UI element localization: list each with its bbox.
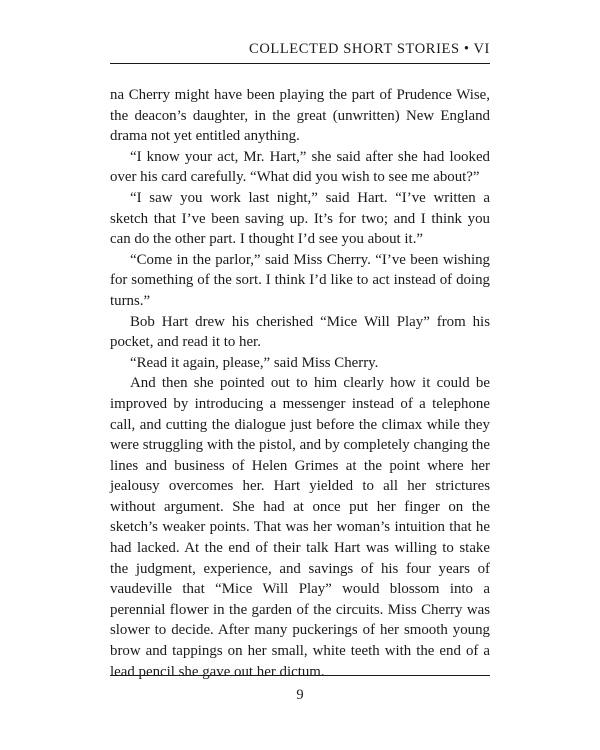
page-number: 9 [296, 687, 304, 703]
paragraph-1: na Cherry might have been playing the part of Prudence Wise, the deacon’s daughter, in the great (unwritten) New England drama not yet entitled anything. [110, 87, 490, 145]
header-rule [110, 63, 490, 64]
paragraph-2: “I know your act, Mr. Hart,” she said after she had looked over his card carefully. “What did you wish to see me about?” [110, 148, 490, 186]
paragraph-5: Bob Hart drew his cherished “Mice Will Play” from his pocket, and read it to her. [110, 313, 490, 351]
paragraph-7: And then she pointed out to him clearly how it could be improved by introducing a messenger instead of a telephone call, and cutting the dialogue just before the climax while they were struggling with the pistol, and by completely changing the lines and business of Helen Grimes at the point where her jealousy overcomes her. Hart yielded to all her strictures without argument. She had at once put her finger on the sketch’s weaker points. That was her woman’s intuition that he had lacked. At the end of their talk Hart was willing to stake the judgment, experience, and savings of his four years of vaudeville that “Mice Will Play” would blossom into a perennial flower in the garden of the circuits. Miss Cherry was slower to decide. After many puckerings of her smooth young brow and tappings on her small, white teeth with the end of a lead pencil she gave out her dictum. [110, 375, 490, 680]
paragraph-3: “I saw you work last night,” said Hart. “I’ve written a sketch that I’ve been saving up. It’s for two; and I think you can do the other part. I thought I’d see you about it.” [110, 189, 490, 248]
paragraph-6: “Read it again, please,” said Miss Cherry. [130, 354, 379, 371]
paragraph-4: “Come in the parlor,” said Miss Cherry. “I’ve been wishing for something of the sort. I think I’d like to act instead of doing turns.” [110, 251, 490, 309]
footer-rule [110, 675, 490, 676]
running-head: COLLECTED SHORT STORIES • VI [249, 41, 490, 57]
body-text [110, 85, 490, 682]
